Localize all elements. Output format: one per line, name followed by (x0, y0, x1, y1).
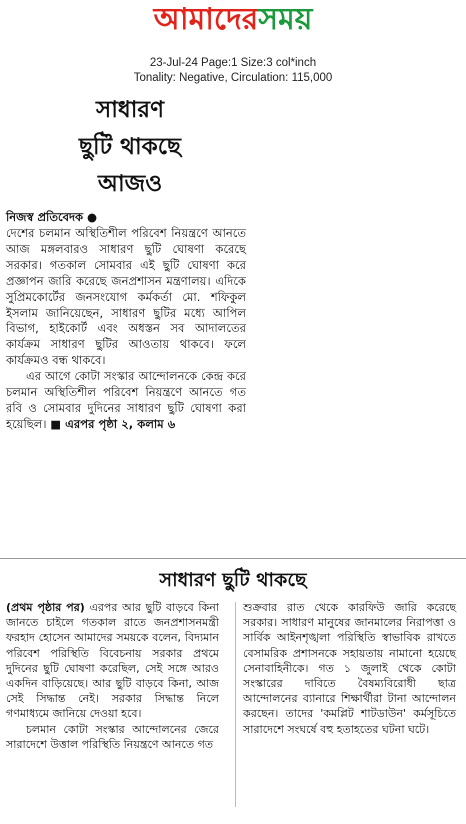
article-paragraph-2-wrapper (6, 369, 246, 433)
continuation-headline: সাধারণ ছুটি থাকছে (159, 569, 307, 591)
section-divider (0, 558, 466, 559)
clipping-meta-date: 23-Jul-24 Page:1 Size:3 col*inch (149, 57, 317, 69)
article-body (6, 226, 246, 433)
newspaper-masthead (0, 2, 466, 38)
continuation-column-2 (243, 600, 456, 737)
byline: নিজস্ব প্রতিবেদক ● (6, 210, 98, 224)
article-paragraph-1: দেশের চলমান অস্থিতিশীল পরিবেশ নিয়ন্ত্রণে আনতে আজ মঙ্গলবারও সাধারণ ছুটি ঘোষণা করেছে সরকার। গতকাল সোমবার এই ছুটি ঘোষণা করে প্রজ্ঞাপন জারি করেছে জনপ্রশাসন মন্ত্রণালয়। এদিকে সুপ্রিমকোর্টের জনসংযোগ কর্মকর্তা মো. শফিকুল ইসলাম জানিয়েছেন, সাধারণ ছুটির মধ্যে আপিল বিভাগ, হাইকোর্ট এবং অধস্তন সব আদালতের কার্যক্রম সাধারণ ছুটির আওতায় থাকবে। ফলে কার্যক্রমও বন্ধ থাকবে। (6, 226, 246, 368)
article-paragraph-2: এর আগে কোটা সংস্কার আন্দোলনকে কেন্দ্র করে চলমান অস্থিতিশীল পরিবেশ নিয়ন্ত্রণে আনতে গত রবি ও সোমবার দুদিনের সাধারণ ছুটি ঘোষণা করা হয়েছিল। (6, 369, 246, 431)
column-1-text: এরপর আর ছুটি বাড়বে কিনা জানতে চাইলে গতকাল রাতে জনপ্রশাসনমন্ত্রী ফরহাদ হোসেন আমাদের সময়কে বলেন, বিদ্যমান পরিবেশ পরিস্থিতি বিবেচনায় সরকার প্রথমে দুদিনের ছুটি ঘোষণা করেছিল, সেই সঙ্গে আরও একদিন বাড়িয়েছে। আর ছুটি বাড়বে কিনা, আজ সেই সিদ্ধান্ত নেই। সরকার সিদ্ধান্ত নিলে গণমাধ্যমে জানিয়ে দেওয়া হবে। (6, 601, 219, 721)
continued-note: ■ এরপর পৃষ্ঠা ২, কলাম ৬ (50, 416, 176, 431)
continuation-column-1 (6, 600, 219, 752)
column-divider (235, 602, 236, 807)
column-1-paragraph-1 (6, 600, 219, 722)
column-2-text: শুক্রবার রাত থেকে কারফিউ জারি করেছে সরকার। সাধারণ মানুষের জানমালের নিরাপত্তা ও সার্বিক আইনশৃঙ্খলা পরিস্থিতি স্বাভাবিক রাখতে বেসামরিক প্রশাসনকে সহায়তায় নামানো হয়েছে সেনাবাহিনীকে। গত ১ জুলাই থেকে কোটা সংস্কারের দাবিতে বৈষম্যবিরোধী ছাত্র আন্দোলনের ব্যানারে শিক্ষার্থীরা টানা আন্দোলন করছেন। তাদের 'কমপ্লিট শাটডাউন' কর্মসূচিতে সারাদেশে সংঘর্ষে বহু হতাহতের ঘটনা ঘটে। (243, 601, 456, 736)
headline-line-2: ছুটি থাকছে (79, 133, 181, 160)
headline-line-1: সাধারণ (96, 96, 164, 123)
continuation-lead: (প্রথম পৃষ্ঠার পর) (6, 601, 85, 614)
masthead-part-2: সময় (258, 2, 313, 37)
headline-line-3: আজও (97, 170, 163, 197)
column-1-paragraph-2: চলমান কোটা সংস্কার আন্দোলনের জেরে সারাদেশে উত্তাল পরিস্থিতি নিয়ন্ত্রণে আনতে গত (6, 722, 219, 751)
newspaper-clipping (0, 88, 466, 824)
masthead-part-1: আমাদের (153, 2, 259, 37)
clipping-meta-tonality: Tonality: Negative, Circulation: 115,000 (133, 72, 333, 84)
